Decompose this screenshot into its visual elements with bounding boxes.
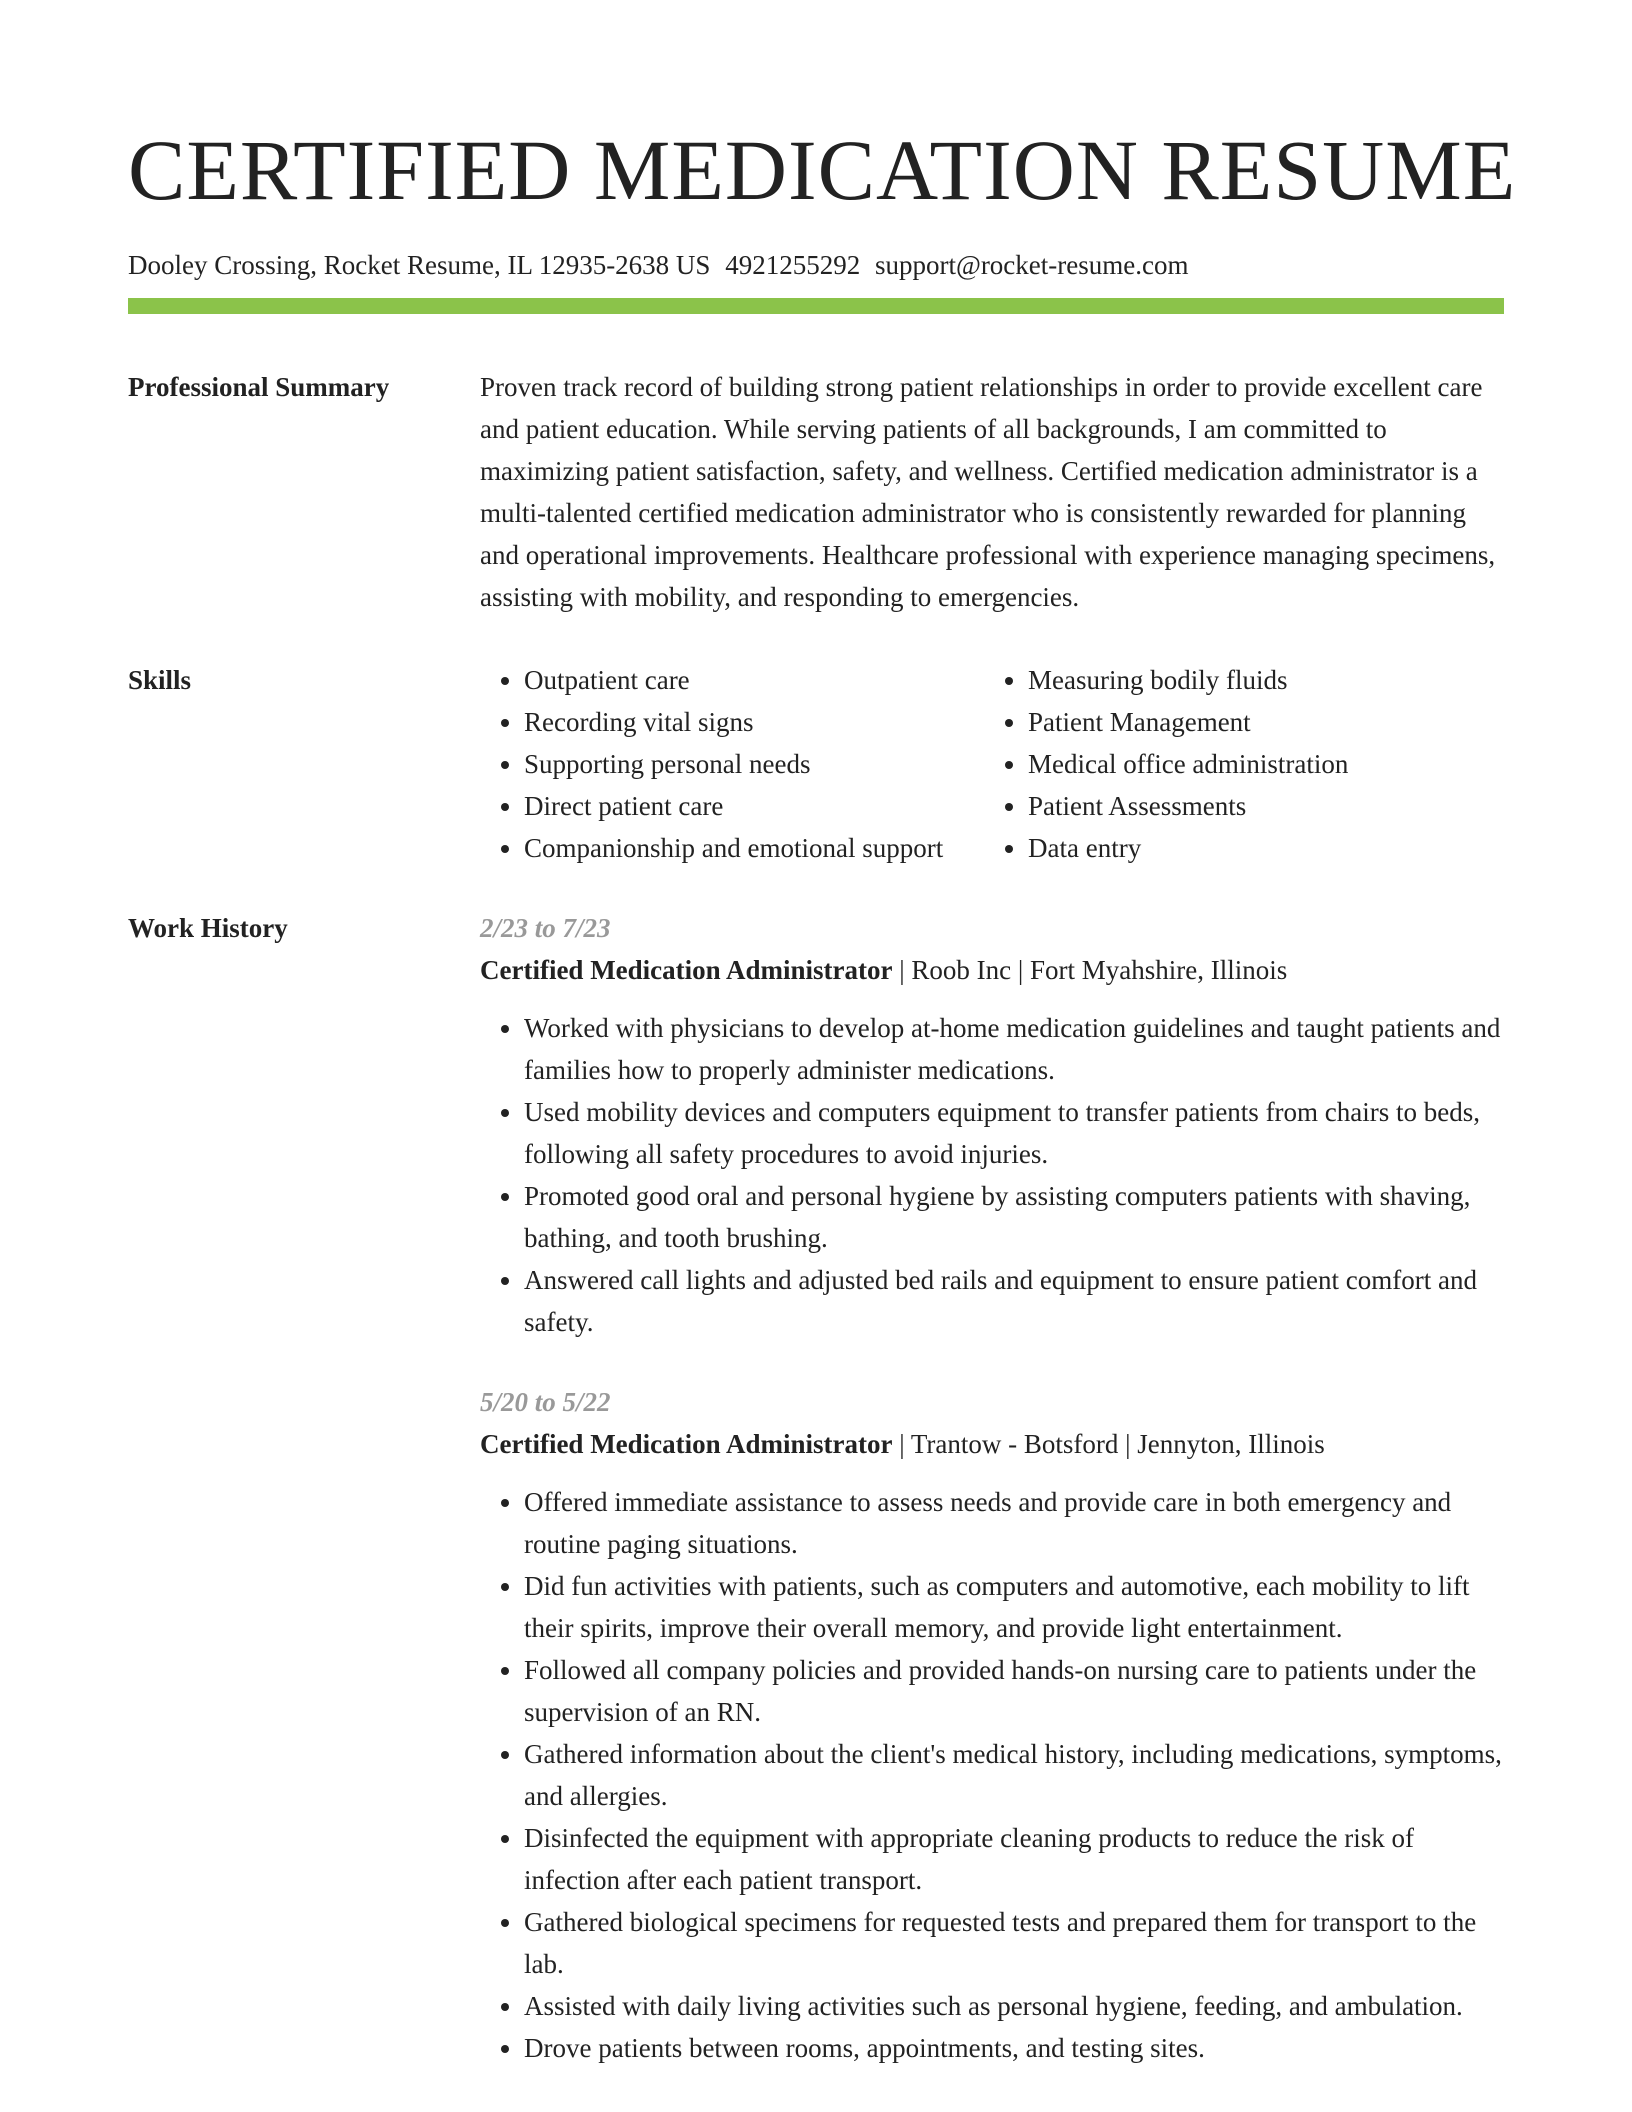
job-entry	[480, 1381, 1504, 2069]
job-title-line	[480, 1423, 1504, 1465]
contact-email: support@rocket-resume.com	[874, 250, 1189, 280]
job-title-line	[480, 949, 1504, 991]
duty-item: • Worked with physicians to develop at-home medication guidelines and taught patients and families how to properly administer medications.	[524, 1007, 1504, 1091]
skill-item: • Patient Assessments	[1028, 785, 1348, 827]
skill-item: • Medical office administration	[1028, 743, 1348, 785]
job-duties	[480, 1007, 1504, 1343]
skills-section	[128, 659, 1504, 869]
contact-phone: 4921255292	[725, 250, 861, 280]
skill-item: • Patient Management	[1028, 701, 1348, 743]
job-entry	[480, 907, 1504, 1343]
skill-item: • Companionship and emotional support	[524, 827, 984, 869]
skills-list-left	[480, 659, 984, 869]
skill-item: • Direct patient care	[524, 785, 984, 827]
skill-item: • Data entry	[1028, 827, 1348, 869]
summary-section	[128, 366, 1504, 618]
resume-title: CERTIFIED MEDICATION RESUME	[128, 122, 1517, 218]
job-dates: 5/20 to 5/22	[480, 1387, 611, 1417]
resume-page	[128, 0, 1517, 2069]
job-dates: 2/23 to 7/23	[480, 913, 611, 943]
skill-item: • Outpatient care	[524, 659, 984, 701]
duty-item: • Followed all company policies and provided hands-on nursing care to patients under the supervision of an RN.	[524, 1649, 1504, 1733]
duty-item: • Assisted with daily living activities such as personal hygiene, feeding, and ambulation.	[524, 1985, 1504, 2027]
job-list	[480, 907, 1504, 2069]
contact-line	[128, 248, 1504, 282]
duty-item: • Answered call lights and adjusted bed rails and equipment to ensure patient comfort and safety.	[524, 1259, 1504, 1343]
skills-list-right	[984, 659, 1348, 869]
duty-item: • Drove patients between rooms, appointments, and testing sites.	[524, 2027, 1504, 2069]
job-duties	[480, 1481, 1504, 2069]
duty-item: • Offered immediate assistance to assess needs and provide care in both emergency and routine paging situations.	[524, 1481, 1504, 1565]
duty-item: • Used mobility devices and computers equipment to transfer patients from chairs to beds, following all safety procedures to avoid injuries.	[524, 1091, 1504, 1175]
summary-heading: Professional Summary	[128, 372, 390, 402]
work-history-heading: Work History	[128, 913, 288, 943]
duty-item: • Gathered information about the client's medical history, including medications, symptoms, and allergies.	[524, 1733, 1504, 1817]
job-title: Certified Medication Administrator	[480, 1429, 893, 1459]
work-history-section	[128, 907, 1504, 2069]
job-title: Certified Medication Administrator	[480, 955, 893, 985]
summary-text: Proven track record of building strong patient relationships in order to provide excellent care and patient education. While serving patients of all backgrounds, I am committed to maximizing patient satisfaction, safety, and wellness. Certified medication administrator is a multi-talented certified medication administrator who is consistently rewarded for planning and operational improvements. Healthcare professional with experience managing specimens, assisting with mobility, and responding to emergencies.	[480, 372, 1496, 612]
accent-divider	[128, 298, 1504, 314]
duty-item: • Promoted good oral and personal hygiene by assisting computers patients with shaving, bathing, and tooth brushing.	[524, 1175, 1504, 1259]
contact-address: Dooley Crossing, Rocket Resume, IL 12935-2638 US	[128, 250, 711, 280]
skills-heading: Skills	[128, 665, 192, 695]
skill-item: • Recording vital signs	[524, 701, 984, 743]
job-employer-location: | Trantow - Botsford | Jennyton, Illinois	[892, 1429, 1325, 1459]
job-employer-location: | Roob Inc | Fort Myahshire, Illinois	[892, 955, 1288, 985]
skill-item: • Supporting personal needs	[524, 743, 984, 785]
duty-item: • Did fun activities with patients, such as computers and automotive, each mobility to lift their spirits, improve their overall memory, and provide light entertainment.	[524, 1565, 1504, 1649]
skill-item: • Measuring bodily fluids	[1028, 659, 1348, 701]
duty-item: • Disinfected the equipment with appropriate cleaning products to reduce the risk of infection after each patient transport.	[524, 1817, 1504, 1901]
duty-item: • Gathered biological specimens for requested tests and prepared them for transport to the lab.	[524, 1901, 1504, 1985]
